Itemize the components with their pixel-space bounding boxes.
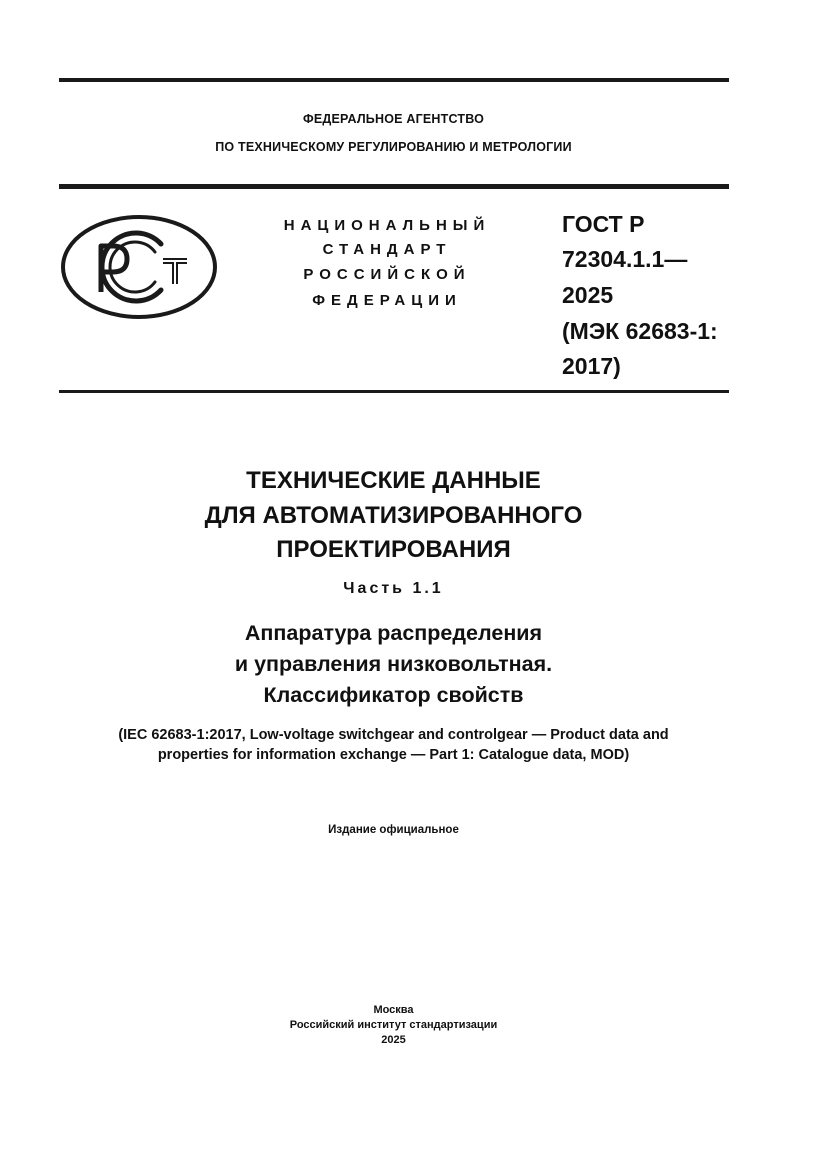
standard-type-line-2: СТАНДАРТ <box>322 241 452 258</box>
iec-reference-line-1: (IEC 62683-1:2017, Low-voltage switchgear and controlgear — Product data and <box>118 727 669 743</box>
agency-line-1: ФЕДЕРАЛЬНОЕ АГЕНТСТВО <box>302 112 485 126</box>
standard-type-line-3: РОССИЙСКОЙ <box>303 266 471 283</box>
publisher-city: Москва <box>373 1004 414 1016</box>
logo-t-inner <box>163 261 187 284</box>
agency-line-2: ПО ТЕХНИЧЕСКОМУ РЕГУЛИРОВАНИЮ И МЕТРОЛОГИИ <box>215 140 572 154</box>
publication-year: 2025 <box>381 1034 406 1046</box>
top-rule <box>59 78 729 82</box>
designation-line-2: 72304.1.1— <box>562 246 688 272</box>
document-title-line-2: ДЛЯ АВТОМАТИЗИРОВАННОГО <box>204 502 583 529</box>
logo-c-inner <box>110 242 155 292</box>
publisher-institute: Российский институт стандартизации <box>289 1019 498 1031</box>
middle-rule <box>59 184 729 189</box>
part-number: Часть 1.1 <box>343 580 444 597</box>
bottom-rule <box>59 390 729 393</box>
edition-label: Издание официальное <box>328 824 459 836</box>
document-title-line-3: ПРОЕКТИРОВАНИЯ <box>276 536 511 563</box>
subtitle-line-2: и управления низковольтная. <box>234 652 553 676</box>
subtitle-line-1: Аппаратура распределения <box>244 621 543 645</box>
designation-line-5: 2017) <box>562 353 621 379</box>
designation-line-4: (МЭК 62683-1: <box>562 318 718 344</box>
designation-line-1: ГОСТ Р <box>562 211 645 237</box>
gost-r-mark-icon <box>59 212 219 322</box>
iec-reference-line-2: properties for information exchange — Part 1: Catalogue data, MOD) <box>157 747 630 763</box>
document-title-line-1: ТЕХНИЧЕСКИЕ ДАННЫЕ <box>246 467 541 494</box>
standard-type-line-4: ФЕДЕРАЦИИ <box>312 292 462 309</box>
standard-type-line-1: НАЦИОНАЛЬНЫЙ <box>283 217 491 234</box>
subtitle-line-3: Классификатор свойств <box>263 683 524 707</box>
designation-line-3: 2025 <box>562 282 614 308</box>
